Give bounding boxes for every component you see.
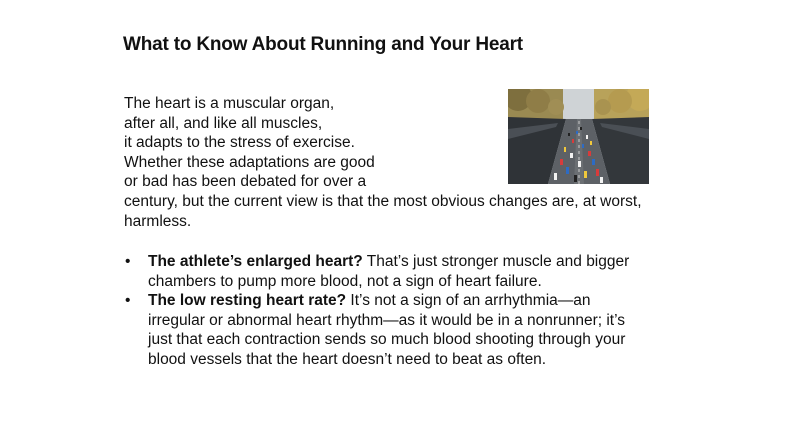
marathon-photo bbox=[508, 89, 649, 184]
bullet-text: That’s just stronger muscle and bigger bbox=[362, 253, 630, 270]
bullet-heading: The low resting heart rate? bbox=[148, 292, 347, 310]
slide-title: What to Know About Running and Your Heart bbox=[123, 34, 523, 55]
bullet-line: chambers to pump more blood, not a sign of heart failure. bbox=[148, 272, 542, 290]
paragraph-line: Whether these adaptations are good bbox=[124, 153, 375, 171]
bullet-line: irregular or abnormal heart rhythm—as it would be in a nonrunner; it’s bbox=[148, 311, 626, 329]
bullet-item bbox=[124, 252, 664, 291]
paragraph-line: The heart is a muscular organ, bbox=[124, 95, 335, 112]
bullet-text: It’s not a sign of an arrhythmia—an bbox=[346, 292, 591, 310]
bullet-line bbox=[148, 291, 664, 311]
paragraph-line: century, but the current view is that the most obvious changes are, at worst, bbox=[124, 192, 642, 210]
bullet-heading: The athlete’s enlarged heart? bbox=[148, 253, 363, 270]
marathon-photo-image bbox=[508, 89, 649, 184]
bullet-line: blood vessels that the heart doesn’t need to beat as often. bbox=[148, 350, 547, 368]
bullet-item bbox=[124, 291, 664, 369]
bullet-list bbox=[124, 252, 664, 370]
bullet-marker: • bbox=[125, 253, 131, 270]
bullet-marker: • bbox=[125, 292, 131, 310]
paragraph-line: after all, and like all muscles, bbox=[124, 114, 323, 132]
paragraph-line: or bad has been debated for over a bbox=[124, 173, 367, 191]
bullet-line: just that each contraction sends so much blood shooting through your bbox=[148, 331, 626, 349]
paragraph-line: it adapts to the stress of exercise. bbox=[124, 134, 355, 152]
paragraph-line: harmless. bbox=[124, 212, 192, 230]
bullet-line bbox=[148, 252, 664, 272]
